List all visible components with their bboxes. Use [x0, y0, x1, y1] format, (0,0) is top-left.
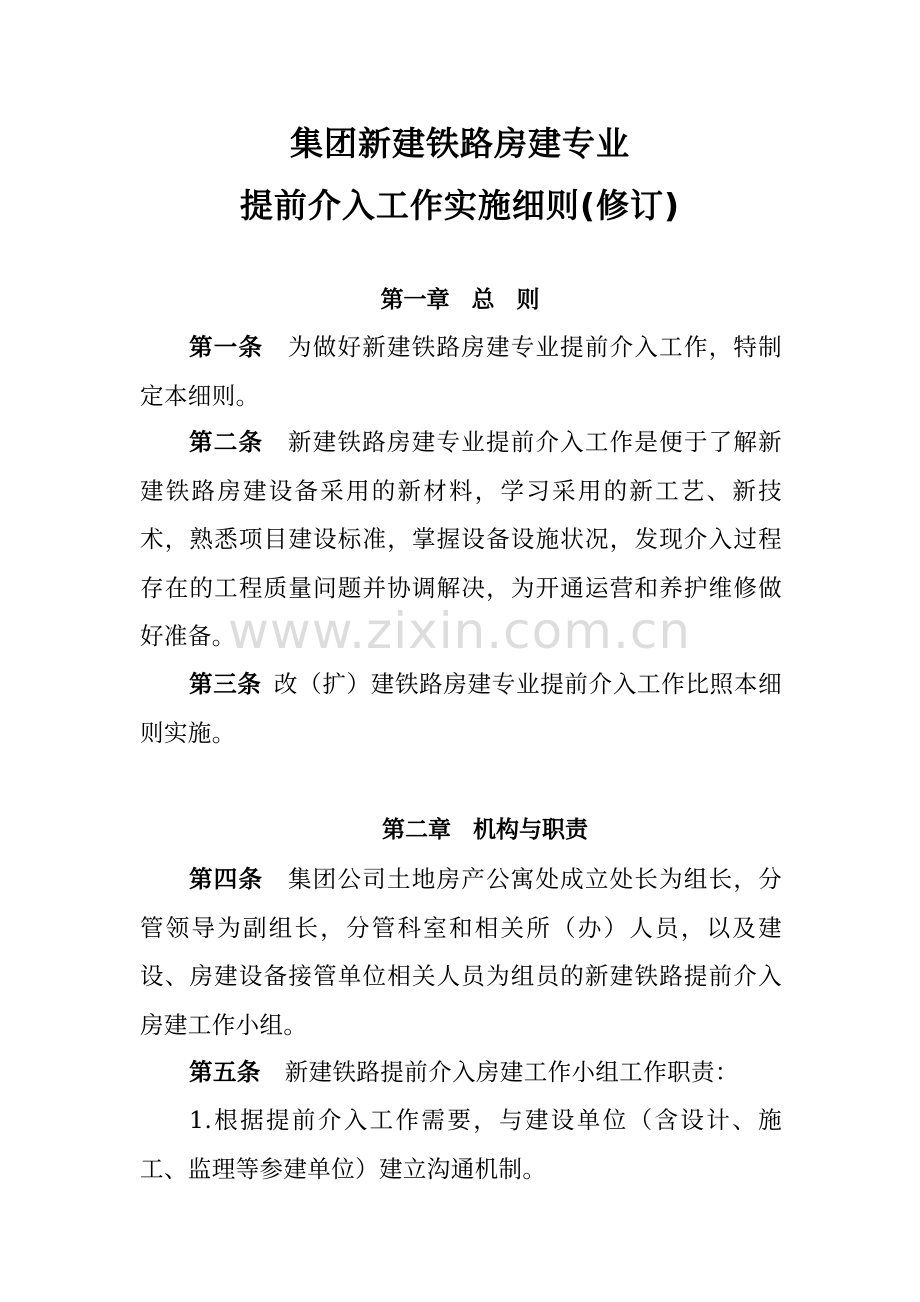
chapter-1-name-part1: 总: [471, 287, 495, 313]
list-item-1: [140, 1096, 782, 1193]
article-4-text: 集团公司土地房产公寓处成立处长为组长，分管领导为副组长，分管科室和相关所（办）人员，以及建设、房建设备接管单位相关人员为组员的新建铁路提前介入房建工作小组。: [140, 865, 782, 1039]
article-3-text: 改（扩）建铁路房建专业提前介入工作比照本细则实施。: [140, 670, 782, 747]
article-5-text: 新建铁路提前介入房建工作小组工作职责：: [284, 1058, 739, 1086]
article-1-text: 为做好新建铁路房建专业提前介入工作，特制定本细则。: [140, 333, 782, 410]
chapter-2-label: 第二章: [382, 817, 451, 843]
article-5: [140, 1048, 782, 1097]
chapter-2-name: 机构与职责: [473, 817, 588, 843]
article-3: [140, 660, 782, 757]
list-item-1-text: 根据提前介入工作需要，与建设单位（含设计、施工、监理等参建单位）建立沟通机制。: [140, 1106, 782, 1183]
list-item-1-number: 1.: [189, 1106, 213, 1134]
chapter-1-name-part2: 则: [516, 287, 540, 313]
article-1-heading: 第一条: [189, 333, 264, 361]
article-4: [140, 855, 782, 1049]
document-title-line-1: 集团新建铁路房建专业: [290, 124, 630, 163]
document-title-line-2: 提前介入工作实施细则(修订): [239, 186, 681, 225]
chapter-1-heading: [0, 285, 920, 315]
chapter-1-label: 第一章: [380, 287, 450, 313]
article-1: [140, 323, 782, 420]
article-4-heading: 第四条: [189, 865, 264, 893]
chapter-2-heading: [0, 815, 920, 845]
watermark-text: www.zixin.com.cn: [228, 602, 692, 660]
article-2-text: 新建铁路房建专业提前介入工作是便于了解新建铁路房建设备采用的新材料，学习采用的新工艺、新技术，熟悉项目建设标准，掌握设备设施状况，发现介入过程存在的工程质量问题并协调解决，为开通运营和养护维修做好准备。: [140, 428, 782, 650]
article-5-heading: 第五条: [189, 1058, 261, 1086]
article-3-heading: 第三条: [189, 670, 262, 698]
article-2-heading: 第二条: [189, 428, 264, 456]
